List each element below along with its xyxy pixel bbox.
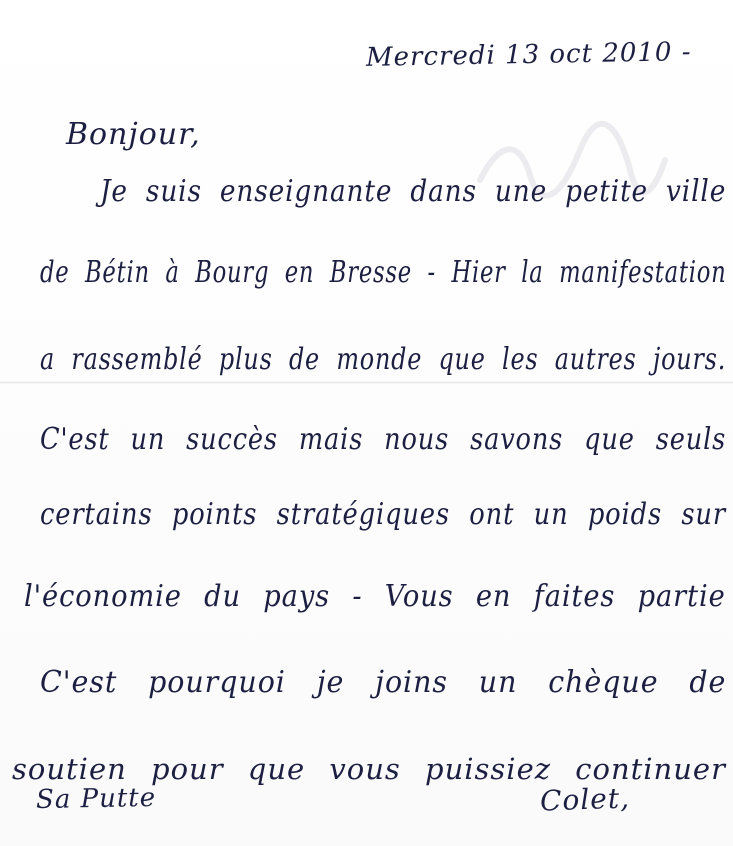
letter-date: Mercredi 13 oct 2010 -: [365, 37, 692, 73]
letter-line: C'est un succès mais nous savons que seuls: [40, 422, 727, 457]
letter-line: de Bétin à Bourg en Bresse - Hier la manifestation: [40, 255, 727, 290]
closing-signature: Colet,: [539, 781, 631, 818]
letter-line: soutien pour que vous puissiez continuer: [12, 752, 726, 786]
closing-left: Sa Putte: [35, 782, 157, 816]
letter-line: l'économie du pays - Vous en faites partie: [24, 579, 726, 614]
paper-fold-crease: [0, 381, 733, 384]
letter-line: C'est pourquoi je joins un chèque de: [40, 665, 727, 700]
letter-greeting: Bonjour,: [66, 117, 201, 152]
letter-line: certains points stratégiques ont un poids sur: [40, 497, 727, 532]
letter-line: Je suis enseignante dans une petite ville: [100, 174, 727, 209]
letter-line: a rassemblé plus de monde que les autres jours.: [40, 342, 727, 377]
